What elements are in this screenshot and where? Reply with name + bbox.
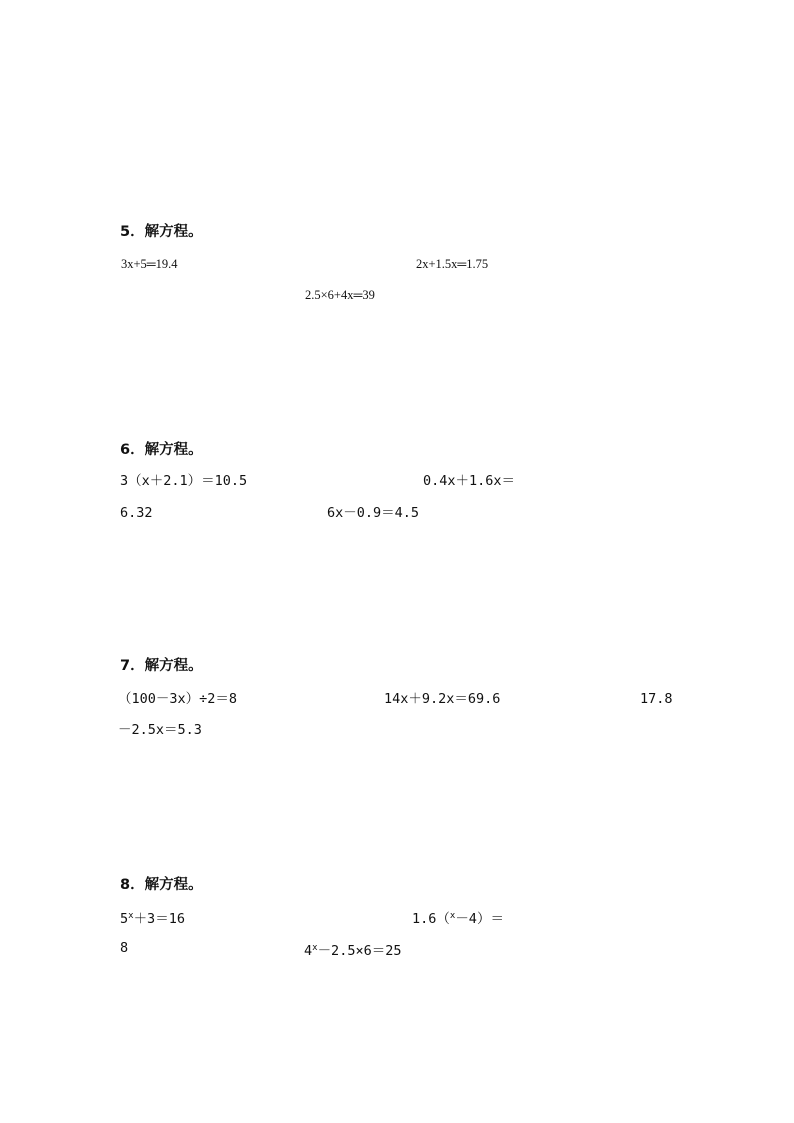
q8-eq1-rest: ＋3＝16: [133, 911, 185, 927]
q6-equation-1: 3（x＋2.1）＝10.5: [120, 473, 248, 489]
q7-equation-3-start: 17.8: [640, 691, 673, 707]
q7-equation-1: （100－3x）÷2＝8: [118, 691, 238, 707]
q6-heading: 6．解方程。: [120, 442, 203, 458]
q6-equation-2-start: 0.4x＋1.6x＝: [423, 473, 516, 489]
q7-heading: 7．解方程。: [120, 658, 203, 674]
q5-equation-3: 2.5×6+4x═39: [305, 288, 375, 302]
q8-heading: 8．解方程。: [120, 877, 203, 893]
q8-equation-2-start: [412, 908, 504, 927]
q8-eq2-variable: x: [449, 911, 456, 921]
q8-eq2-coef: 1.6（: [412, 911, 450, 927]
q5-heading: 5．解方程。: [120, 224, 203, 240]
q8-eq1-variable: x: [128, 911, 134, 921]
q8-eq3-coef: 4: [304, 943, 313, 959]
q8-equation-1: [120, 908, 185, 927]
q6-equation-2-end: 6.32: [120, 505, 153, 521]
q5-equation-2: 2x+1.5x═1.75: [416, 257, 489, 271]
q8-eq3-rest: －2.5×6＝25: [317, 943, 402, 959]
q5-equation-1: 3x+5═19.4: [121, 257, 178, 271]
q8-equation-3: [304, 940, 401, 959]
q8-eq1-coef: 5: [120, 911, 129, 927]
q8-equation-2-end: 8: [120, 940, 129, 956]
q8-eq3-variable: x: [312, 943, 318, 953]
q6-equation-3: 6x－0.9＝4.5: [327, 505, 420, 521]
q7-equation-3-end: －2.5x＝5.3: [118, 722, 202, 738]
q7-equation-2: 14x＋9.2x＝69.6: [384, 691, 501, 707]
q8-eq2-rest: －4）＝: [455, 911, 504, 927]
